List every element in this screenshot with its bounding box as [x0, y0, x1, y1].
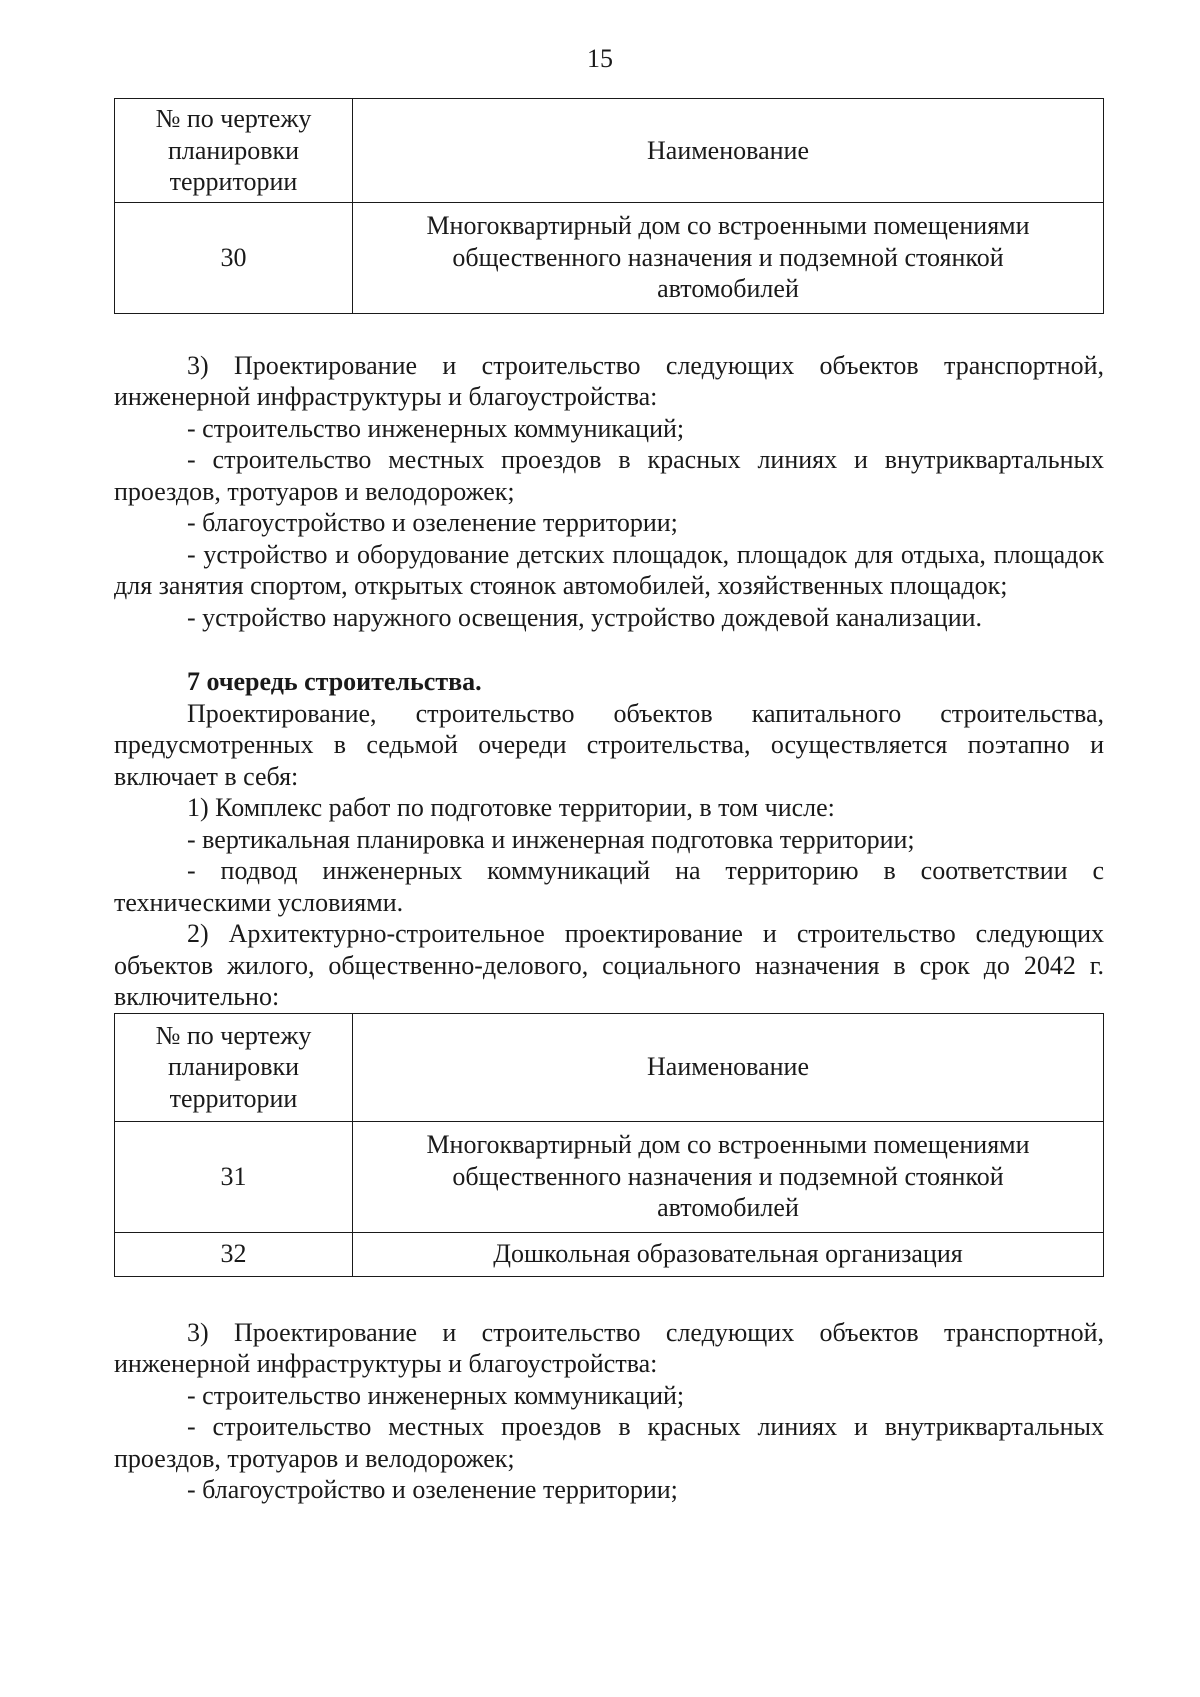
paragraph: 2) Архитектурно-строительное проектирование и строительство следующих объектов жилого, общественно-делового, социального назначения в срок до 2042 г. включительно: — [114, 919, 1104, 1011]
list-item: - строительство инженерных коммуникаций; — [187, 413, 685, 443]
list-item: - вертикальная планировка и инженерная подготовка территории; — [187, 824, 915, 854]
table-header-row — [115, 99, 1104, 203]
list-item: - устройство и оборудование детских площадок, площадок для отдыха, площадок для занятия спортом, открытых стоянок автомобилей, хозяйственных площадок; — [114, 539, 1104, 600]
header-name: Наименование — [353, 99, 1104, 203]
page-number: 15 — [587, 44, 613, 73]
objects-table-1 — [114, 98, 1104, 314]
header-drawing-number: № по чертежу планировки территории — [115, 99, 353, 203]
header-drawing-number: № по чертежу планировки территории — [115, 1013, 353, 1121]
list-item: - строительство местных проездов в красных линиях и внутриквартальных проездов, тротуаров и велодорожек; — [114, 445, 1104, 506]
list-item: - благоустройство и озеленение территории; — [187, 1475, 678, 1504]
list-item: - подвод инженерных коммуникаций на территорию в соответствии с техническими условиями. — [114, 856, 1104, 917]
list-item: - устройство наружного освещения, устройство дождевой канализации. — [187, 602, 983, 632]
table-row — [115, 1121, 1104, 1232]
table-row — [115, 202, 1104, 313]
paragraph: 3) Проектирование и строительство следующих объектов транспортной, инженерной инфраструктуры и благоустройства: — [114, 350, 1104, 411]
table-header-row — [115, 1013, 1104, 1121]
paragraph: 3) Проектирование и строительство следующих объектов транспортной, инженерной инфраструктуры и благоустройства: — [114, 1317, 1104, 1378]
section-heading: 7 очередь строительства. — [187, 667, 482, 696]
row-name: Многоквартирный дом со встроенными помещениями общественного назначения и подземной стоянкой автомобилей — [353, 1121, 1104, 1232]
row-number: 31 — [115, 1121, 353, 1232]
list-item: - строительство местных проездов в красных линиях и внутриквартальных проездов, тротуаров и велодорожек; — [114, 1412, 1104, 1473]
table-row — [115, 1232, 1104, 1276]
row-name: Многоквартирный дом со встроенными помещениями общественного назначения и подземной стоянкой автомобилей — [353, 202, 1104, 313]
list-item: 1) Комплекс работ по подготовке территории, в том числе: — [187, 793, 835, 822]
document-body — [114, 98, 1104, 1506]
header-name: Наименование — [353, 1013, 1104, 1121]
row-number: 30 — [115, 202, 353, 313]
objects-table-2 — [114, 1013, 1104, 1277]
row-name: Дошкольная образовательная организация — [353, 1232, 1104, 1276]
row-number: 32 — [115, 1232, 353, 1276]
list-item: - строительство инженерных коммуникаций; — [187, 1380, 685, 1410]
paragraph: Проектирование, строительство объектов капитального строительства, предусмотренных в седьмой очереди строительства, осуществляется поэтапно и включает в себя: — [114, 698, 1104, 791]
list-item: - благоустройство и озеленение территории; — [187, 508, 678, 537]
